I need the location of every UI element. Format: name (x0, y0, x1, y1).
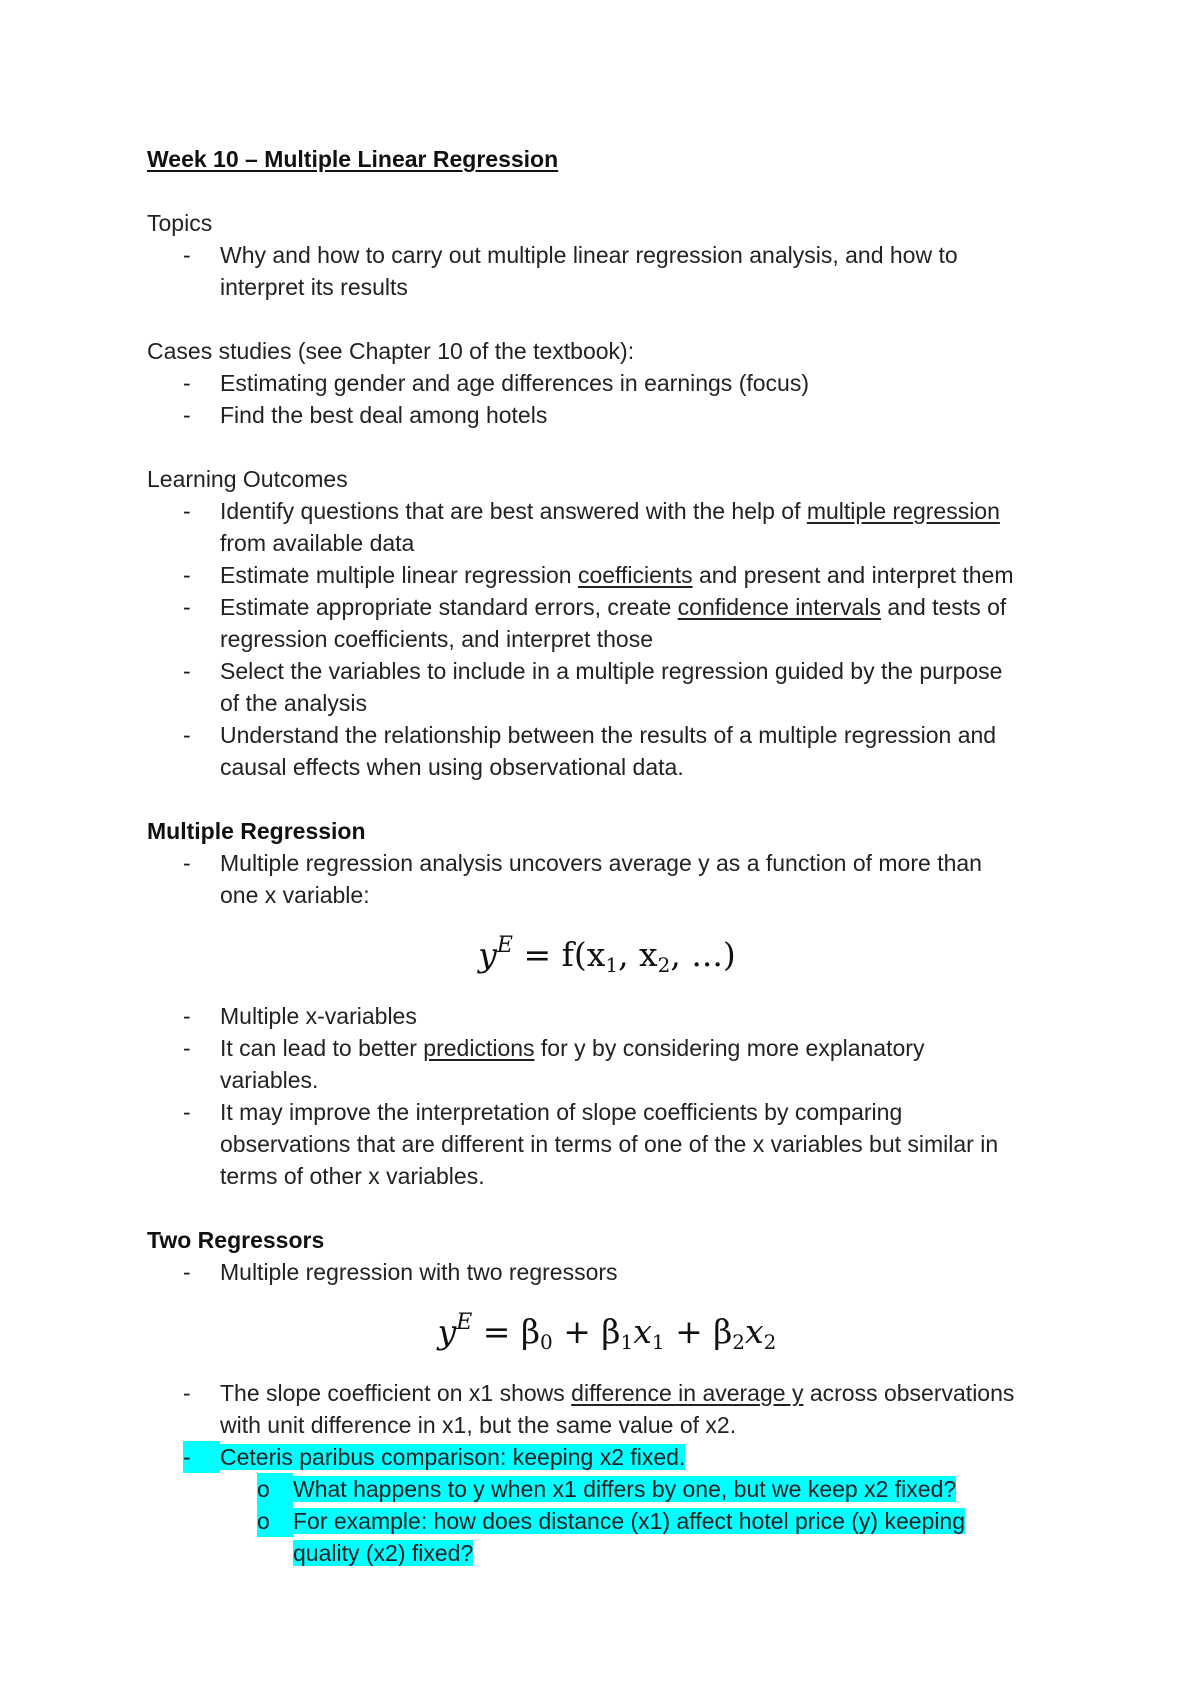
outcomes-text: from available data (220, 530, 415, 556)
term-coefficients: coefficients (577, 562, 693, 588)
two-text: The slope coefficient on x1 shows (220, 1380, 572, 1406)
bullet-dash: - (183, 658, 191, 684)
bullet-dash: - (183, 1441, 220, 1473)
two-regressors-heading: Two Regressors (147, 1227, 325, 1253)
cases-item-text: Find the best deal among hotels (220, 402, 548, 428)
bullet-dash: - (183, 242, 191, 268)
multiple-text: for y by considering more explanatory (534, 1035, 925, 1061)
multiple-text: one x variable: (220, 882, 370, 908)
sub-item-highlighted (147, 1505, 1067, 1569)
bullet-dash: - (183, 498, 191, 524)
outcomes-text: Understand the relationship between the results of a multiple regression and (220, 722, 997, 748)
sub-bullet-marker: o (257, 1505, 293, 1537)
multiple-item (147, 847, 1067, 911)
outcomes-item (147, 559, 1067, 591)
two-item-highlighted (147, 1441, 1067, 1473)
bullet-dash: - (183, 402, 191, 428)
outcomes-item (147, 495, 1067, 559)
multiple-text: terms of other x variables. (220, 1163, 485, 1189)
multiple-text: It can lead to better (220, 1035, 424, 1061)
topics-heading: Topics (147, 210, 213, 236)
page-title: Week 10 – Multiple Linear Regression (147, 146, 559, 172)
cases-item-text: Estimating gender and age differences in earnings (focus) (220, 370, 809, 396)
highlighted-text: For example: how does distance (x1) affect hotel price (y) keeping (293, 1508, 966, 1534)
multiple-text: observations that are different in terms of one of the x variables but similar in (220, 1131, 999, 1157)
bullet-dash: - (183, 594, 191, 620)
spacer (147, 431, 1067, 463)
multiple-text: It may improve the interpretation of slope coefficients by comparing (220, 1099, 903, 1125)
highlighted-text: Ceteris paribus comparison: keeping x2 fixed. (220, 1444, 686, 1470)
bullet-dash: - (183, 1035, 191, 1061)
bullet-dash: - (183, 1380, 191, 1406)
outcomes-text: Estimate appropriate standard errors, create (220, 594, 678, 620)
highlighted-text: What happens to y when x1 differs by one, but we keep x2 fixed? (293, 1476, 957, 1502)
bullet-dash: - (183, 370, 191, 396)
bullet-dash: - (183, 1099, 191, 1125)
two-item (147, 1256, 1067, 1288)
document-page (147, 143, 1067, 1569)
outcomes-text: and tests of (880, 594, 1007, 620)
multiple-item (147, 1096, 1067, 1192)
outcomes-text: Identify questions that are best answered with the help of (220, 498, 807, 524)
outcomes-item (147, 591, 1067, 655)
multiple-text: Multiple x-variables (220, 1003, 417, 1029)
outcomes-text: regression coefficients, and interpret those (220, 626, 653, 652)
multiple-item (147, 1032, 1067, 1096)
sub-item-highlighted (147, 1473, 1067, 1505)
spacer (147, 303, 1067, 335)
two-text: with unit difference in x1, but the same value of x2. (220, 1412, 737, 1438)
outcomes-text: causal effects when using observational data. (220, 754, 684, 780)
outcomes-text: and present and interpret them (692, 562, 1014, 588)
outcomes-heading: Learning Outcomes (147, 466, 348, 492)
term-confidence-intervals: confidence intervals (677, 594, 881, 620)
multiple-item (147, 1000, 1067, 1032)
highlighted-text: quality (x2) fixed? (293, 1540, 474, 1566)
bullet-dash: - (183, 722, 191, 748)
bullet-dash: - (183, 1003, 191, 1029)
outcomes-text: of the analysis (220, 690, 368, 716)
two-text: Multiple regression with two regressors (220, 1259, 618, 1285)
bullet-dash: - (183, 562, 191, 588)
spacer (147, 783, 1067, 815)
cases-item (147, 399, 1067, 431)
outcomes-item (147, 655, 1067, 719)
topics-item-line: interpret its results (220, 274, 408, 300)
two-text: across observations (803, 1380, 1015, 1406)
two-item (147, 1377, 1067, 1441)
bullet-dash: - (183, 850, 191, 876)
multiple-text: Multiple regression analysis uncovers average y as a function of more than (220, 850, 982, 876)
term-multiple-regression: multiple regression (806, 498, 1000, 524)
topics-item (147, 239, 1067, 303)
formula-two-regressors: $y^E = \beta_0 + \beta_1x_1 + \beta_2x_2$ (437, 1310, 777, 1354)
term-predictions: predictions (423, 1035, 535, 1061)
sub-bullet-marker: o (257, 1473, 293, 1505)
spacer (147, 1192, 1067, 1224)
bullet-dash: - (183, 1259, 191, 1285)
outcomes-text: Select the variables to include in a multiple regression guided by the purpose (220, 658, 1003, 684)
topics-item-line: Why and how to carry out multiple linear regression analysis, and how to (220, 242, 958, 268)
cases-heading: Cases studies (see Chapter 10 of the textbook): (147, 338, 635, 364)
spacer (147, 175, 1067, 207)
multiple-text: variables. (220, 1067, 319, 1093)
term-difference-in-average-y: difference in average y (571, 1380, 804, 1406)
outcomes-text: Estimate multiple linear regression (220, 562, 578, 588)
formula-multiple-regression: $y^E = f(x_1$, $x_2$, ...) (478, 933, 736, 977)
cases-item (147, 367, 1067, 399)
outcomes-item (147, 719, 1067, 783)
multiple-regression-heading: Multiple Regression (147, 818, 366, 844)
